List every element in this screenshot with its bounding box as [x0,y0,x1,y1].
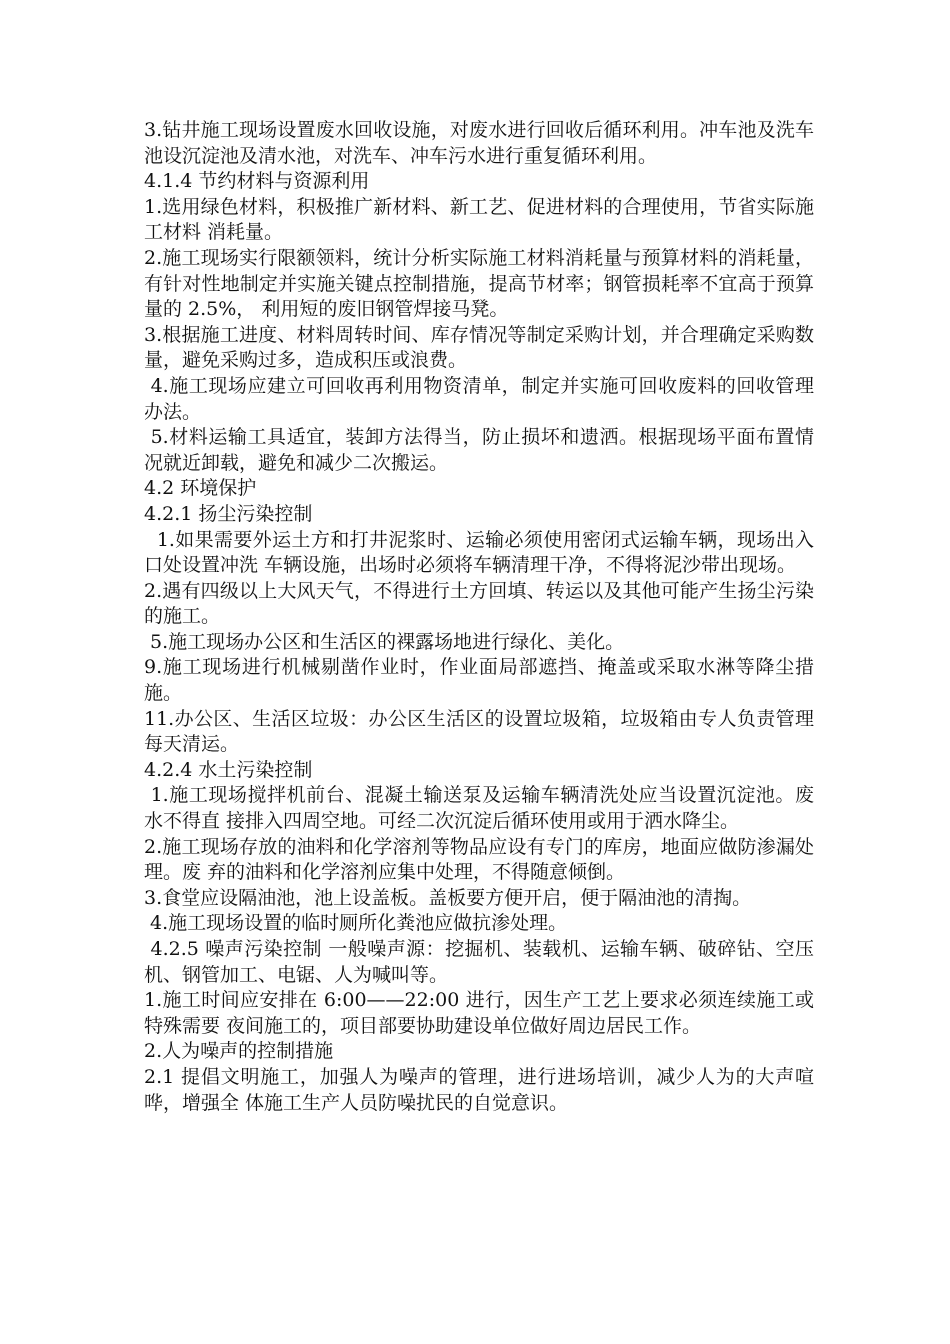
section-heading-4-2: 4.2 环境保护 [144,477,257,500]
paragraph-garbage: 11.办公区、生活区垃圾：办公区生活区的设置垃圾箱，垃圾箱由专人负责管理每天清运。 [144,707,814,756]
paragraph-work-hours: 1.施工时间应安排在 6:00——22:00 进行，因生产工艺上要求必须连续施工或特殊需要 夜间施工的，项目部要协助建设单位做好周边居民工作。 [144,989,814,1037]
paragraph-closed-transport: 1.如果需要外运土方和打井泥浆时、运输必须使用密闭式运输车辆，现场出入口处设置冲洗 车辆设施，出场时必须将车辆清理干净，不得将泥沙带出现场。 [144,528,814,577]
document-body [144,118,814,1116]
paragraph-green-materials: 1.选用绿色材料，积极推广新材料、新工艺、促进材料的合理使用，节省实际施工材料 消耗量。 [144,195,814,244]
paragraph-greening: 5.施工现场办公区和生活区的裸露场地进行绿化、美化。 [144,630,625,653]
paragraph-wastewater-recycling: 3.钻井施工现场设置废水回收设施，对废水进行回收后循环利用。冲车池及洗车池设沉淀池及清水池，对洗车、冲车污水进行重复循环利用。 [144,119,814,167]
paragraph-material-quota: 2.施工现场实行限额领料，统计分析实际施工材料消耗量与预算材料的消耗量，有针对性地制定并实施关键点控制措施，提高节材率；钢管损耗率不宜高于预算量的 2.5%， 利用短的废旧钢管焊接马凳。 [144,246,814,321]
paragraph-septic-tank: 4.施工现场设置的临时厕所化粪池应做抗渗处理。 [144,912,568,935]
paragraph-civilized-construction: 2.1 提倡文明施工，加强人为噪声的管理，进行进场培训，减少人为的大声喧哗，增强全 体施工生产人员防噪扰民的自觉意识。 [144,1065,814,1114]
paragraph-material-transport: 5.材料运输工具适宜，装卸方法得当，防止损坏和遗洒。根据现场平面布置情况就近卸载，避免和减少二次搬运。 [144,426,814,474]
paragraph-noise-sources: 4.2.5 噪声污染控制 一般噪声源：挖掘机、装载机、运输车辆、破碎钻、空压机、钢管加工、电锯、人为喊叫等。 [144,938,814,986]
paragraph-sedimentation-tank: 1.施工现场搅拌机前台、混凝土输送泵及运输车辆清洗处应当设置沉淀池。废水不得直 接排入四周空地。可经二次沉淀后循环使用或用于洒水降尘。 [144,784,814,833]
section-heading-human-noise: 2.人为噪声的控制措施 [144,1040,334,1063]
paragraph-dust-suppression: 9.施工现场进行机械剔凿作业时，作业面局部遮挡、掩盖或采取水淋等降尘措施。 [144,656,814,705]
paragraph-grease-trap: 3.食堂应设隔油池，池上设盖板。盖板要方便开启，便于隔油池的清掏。 [144,886,752,909]
paragraph-windy-weather: 2.遇有四级以上大风天气，不得进行土方回填、转运以及其他可能产生扬尘污染的施工。 [144,579,814,628]
section-heading-4-1-4: 4.1.4 节约材料与资源利用 [144,170,370,193]
section-heading-4-2-1: 4.2.1 扬尘污染控制 [144,502,313,525]
paragraph-oil-storage: 2.施工现场存放的油料和化学溶剂等物品应设有专门的库房，地面应做防渗漏处理。废 弃的油料和化学溶剂应集中处理，不得随意倾倒。 [144,835,814,884]
paragraph-procurement-plan: 3.根据施工进度、材料周转时间、库存情况等制定采购计划，并合理确定采购数量，避免采购过多，造成积压或浪费。 [144,323,814,372]
paragraph-recyclable-list: 4.施工现场应建立可回收再利用物资清单，制定并实施可回收废料的回收管理办法。 [144,374,814,423]
section-heading-4-2-4: 4.2.4 水土污染控制 [144,758,313,781]
